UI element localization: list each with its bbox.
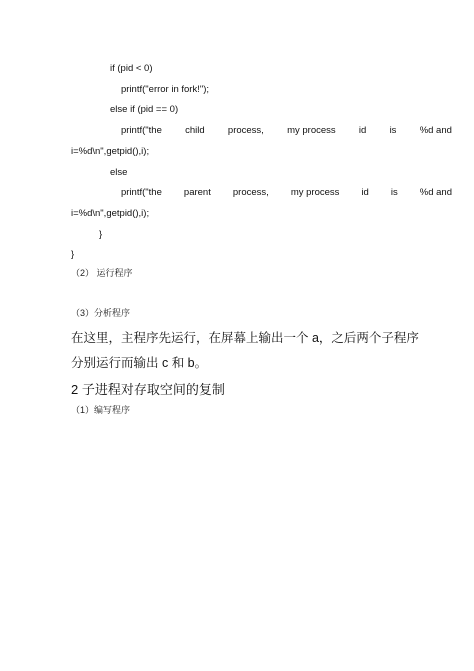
section-write-program: （1）编写程序 [71, 405, 131, 415]
code-close-brace-inner: } [99, 229, 103, 240]
code-close-brace-outer: } [71, 249, 75, 260]
analysis-paragraph-line-2: 分别运行而输出 c 和 b。 [71, 356, 208, 370]
code-token: is [389, 125, 397, 136]
section-analyze-program: （3）分析程序 [71, 308, 131, 318]
code-token: id [361, 187, 369, 198]
code-token: printf("the [121, 125, 162, 136]
code-token: is [390, 187, 398, 198]
code-token: %d and [419, 125, 452, 136]
code-line-else-if: else if (pid == 0) [110, 104, 179, 115]
code-token: my process [290, 187, 340, 198]
code-token: process, [227, 125, 264, 136]
section-heading-2: 2 子进程对存取空间的复制 [71, 382, 225, 397]
code-token: parent [183, 187, 211, 198]
code-line-if: if (pid < 0) [110, 63, 153, 74]
code-token: child [185, 125, 205, 136]
code-line-printf-child [121, 126, 452, 136]
code-token: %d and [419, 187, 452, 198]
code-line-printf-error: printf("error in fork!"); [121, 84, 210, 95]
code-line-parent-continuation: i=%d\n",getpid(),i); [71, 208, 150, 219]
code-line-printf-parent [121, 188, 452, 198]
code-token: id [358, 125, 367, 136]
code-token: my process [287, 125, 336, 136]
section-run-program: （2） 运行程序 [71, 268, 133, 278]
code-token: process, [232, 187, 269, 198]
code-line-child-continuation: i=%d\n",getpid(),i); [71, 146, 150, 157]
analysis-paragraph-line-1: 在这里，主程序先运行，在屏幕上输出一个 a，之后两个子程序 [71, 331, 419, 345]
code-line-else: else [110, 167, 128, 178]
code-token: printf("the [121, 187, 162, 198]
